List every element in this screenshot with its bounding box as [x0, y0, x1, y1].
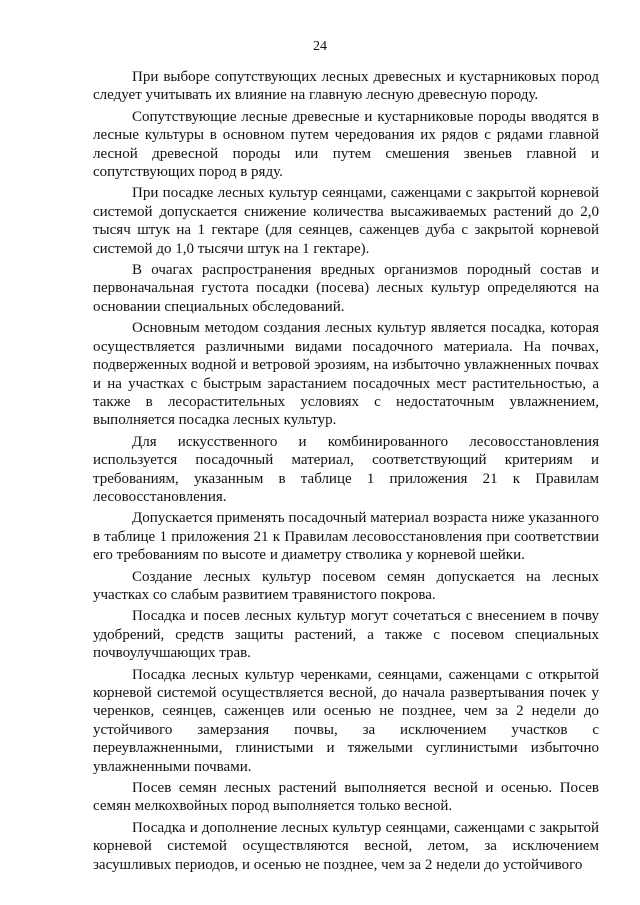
paragraph: Сопутствующие лесные древесные и кустарниковые породы вводятся в лесные культуры в основном путем чередования их рядов с рядами главной лесной древесной породы или путем смешения звеньев главной и сопутствующих пород в ряду.: [93, 108, 599, 181]
paragraph: Создание лесных культур посевом семян допускается на лесных участках со слабым развитием травянистого покрова.: [93, 568, 599, 603]
paragraph: Посадка лесных культур черенками, сеянцами, саженцами с открытой корневой системой осуществляется весной, до начала развертывания почек у черенков, сеянцев, саженцев или осенью не позднее, чем за 2 недели до устойчивого замерзания почвы, за исключением участков с переувлажненными, глинистыми и тяжелыми суглинистыми избыточно увлажненными почвами.: [93, 666, 599, 775]
paragraph: В очагах распространения вредных организмов породный состав и первоначальная густота посадки (посева) лесных культур определяются на основании специальных обследований.: [93, 262, 599, 315]
paragraph: Основным методом создания лесных культур является посадка, которая осуществляется различными видами посадочного материала. На почвах, подверженных водной и ветровой эрозиям, на избыточно увлажненных почвах и на участках с быстрым зарастанием посадочных мест растительностью, а также в лесорастительных условиях с недостаточным увлажнением, выполняется посадка лесных культур.: [93, 320, 599, 429]
paragraph: Посев семян лесных растений выполняется весной и осенью. Посев семян мелкохвойных пород выполняется только весной.: [93, 780, 599, 815]
paragraph: При посадке лесных культур сеянцами, саженцами с закрытой корневой системой допускается снижение количества высаживаемых растений до 2,0 тысяч штук на 1 гектаре (для сеянцев, саженцев дуба с закрытой корневой системой до 1,0 тысячи штук на 1 гектаре).: [93, 185, 599, 257]
paragraph: При выборе сопутствующих лесных древесных и кустарниковых пород следует учитывать их влияние на главную лесную древесную породу.: [93, 69, 599, 104]
paragraph: Допускается применять посадочный материал возраста ниже указанного в таблице 1 приложения 21 к Правилам лесовосстановления при соответствии его требованиям по высоте и диаметру стволика у корневой шейки.: [93, 510, 599, 564]
page-number: 24: [313, 39, 327, 54]
paragraph: Посадка и дополнение лесных культур сеянцами, саженцами с закрытой корневой системой осуществляются весной, летом, за исключением засушливых периодов, и осенью не позднее, чем за 2 недели до устойчивого: [93, 819, 599, 873]
paragraph: Посадка и посев лесных культур могут сочетаться с внесением в почву удобрений, средств защиты растений, а также с посевом специальных почвоулучшающих трав.: [93, 608, 599, 662]
paragraph: Для искусственного и комбинированного лесовосстановления используется посадочный материал, соответствующий критериям и требованиям, указанным в таблице 1 приложения 21 к Правилам лесовосстановления.: [93, 433, 599, 505]
body-text: [93, 68, 599, 877]
